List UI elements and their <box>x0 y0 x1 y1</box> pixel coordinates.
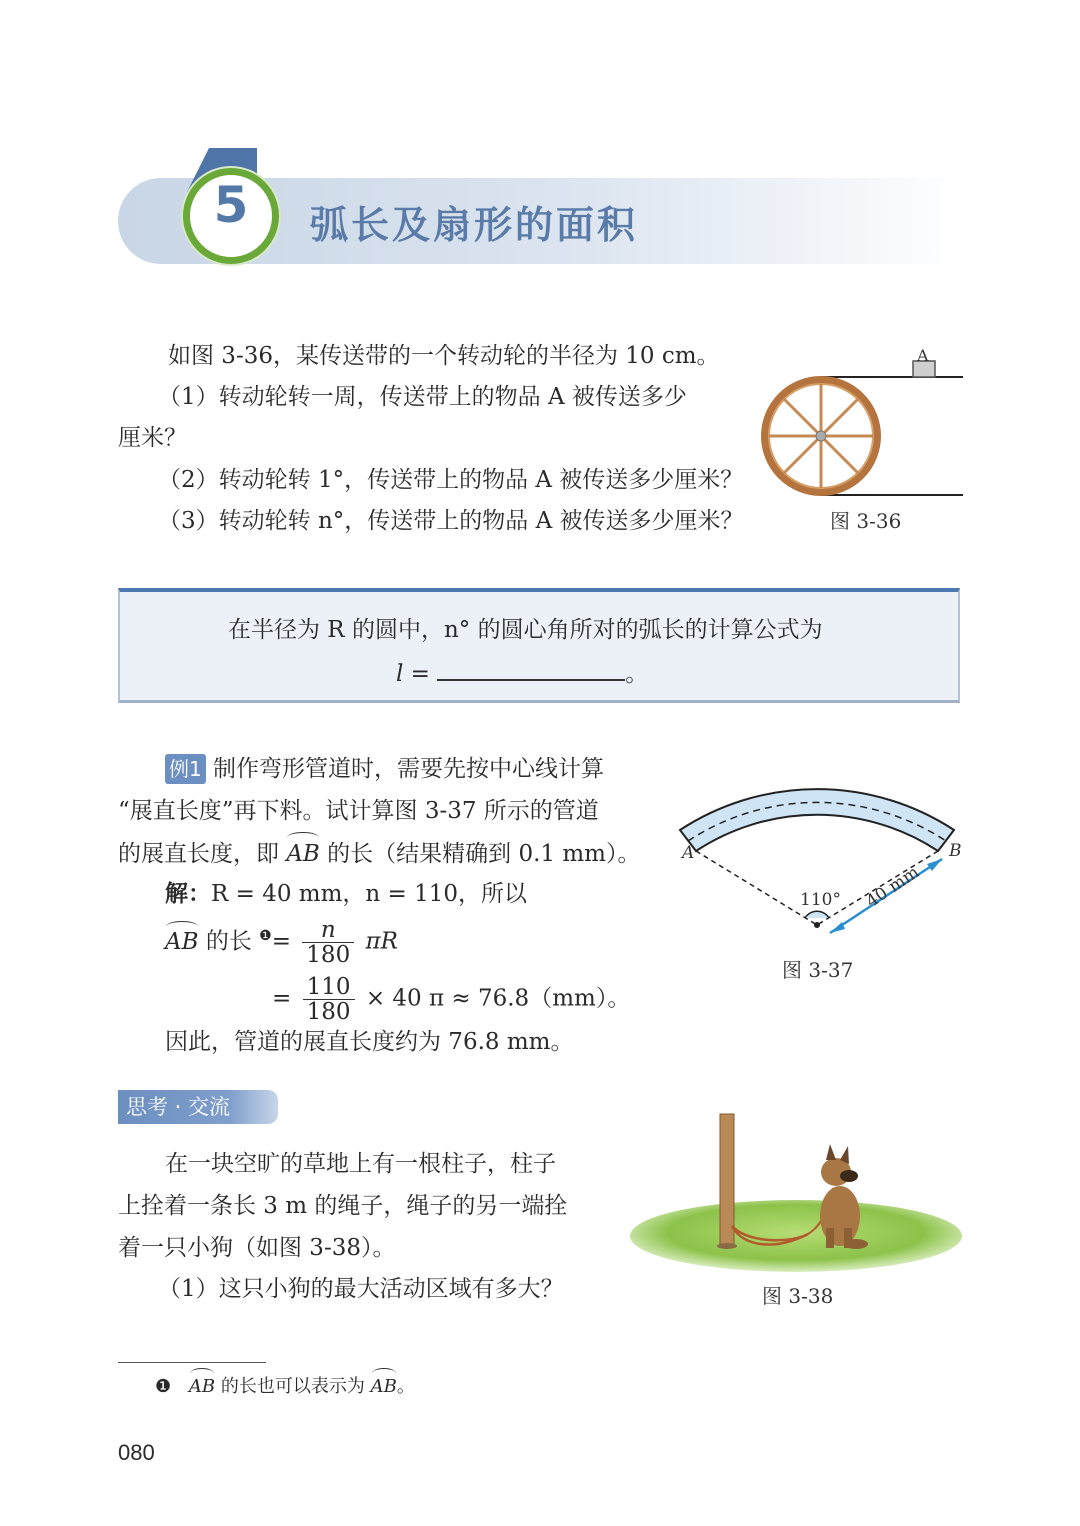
solution-label: 解： <box>165 880 211 907</box>
equation-1-eq: = <box>271 928 291 955</box>
fraction-110-over-180 <box>303 975 355 1024</box>
example-text-3a: 的展直长度，即 <box>118 841 279 867</box>
radius-line-a <box>696 851 817 925</box>
conclusion-line: 因此，管道的展直长度约为 76.8 mm。 <box>165 1029 574 1055</box>
footnote-mark: ❶ <box>155 1376 172 1397</box>
point-b-label: B <box>949 841 962 861</box>
think-line-1: 在一块空旷的草地上有一根柱子，柱子 <box>165 1151 556 1177</box>
example-text-1: 制作弯形管道时，需要先按中心线计算 <box>213 756 605 782</box>
equation-1 <box>165 918 398 967</box>
object-a-label: A <box>917 346 929 365</box>
formula-suffix: 。 <box>625 661 649 687</box>
footnote-end: 。 <box>396 1376 415 1397</box>
formula-blank-line <box>396 657 648 690</box>
example-line-3 <box>118 838 640 870</box>
formula-box-line: 在半径为 R 的圆中，n° 的圆心角所对的弧长的计算公式为 <box>228 617 823 643</box>
fraction-numerator: 110 <box>303 975 355 1000</box>
conveyor-wheel-figure <box>755 340 965 505</box>
question-1-continued: 厘米？ <box>118 425 187 451</box>
formula-prefix: l = <box>396 661 430 687</box>
question-1-line: （1）转动轮转一周，传送带上的物品 A 被传送多少 <box>158 384 687 410</box>
page-number: 080 <box>118 1440 155 1465</box>
arc-ab-symbol: AB <box>286 838 320 870</box>
equation-2-tail: × 40 π ≈ 76.8（mm）。 <box>365 985 631 1012</box>
equation-2 <box>272 975 630 1024</box>
figure-3-37-caption: 图 3-37 <box>782 958 854 982</box>
answer-blank[interactable] <box>437 657 625 681</box>
dog-post-figure <box>628 1108 964 1278</box>
solution-line <box>165 878 527 910</box>
point-a-label: A <box>682 843 695 863</box>
fraction-denominator: 180 <box>306 942 351 968</box>
footnote-marker: ❶ <box>259 927 272 944</box>
arc-ab-symbol: AB <box>189 1374 215 1400</box>
arc-ab-symbol-alt: AB <box>371 1374 397 1400</box>
think-line-2: 上拴着一条长 3 m 的绳子，绳子的另一端拴 <box>118 1193 568 1219</box>
fraction-numerator: n <box>302 918 354 943</box>
equation-1-tail: πR <box>365 928 398 955</box>
think-line-3: 着一只小狗（如图 3-38）。 <box>118 1235 396 1261</box>
fraction-n-over-180 <box>302 918 354 967</box>
example-line-1 <box>165 753 604 785</box>
section-number: 5 <box>213 176 249 234</box>
think-discuss-tag: 思考 · 交流 <box>118 1090 278 1124</box>
fraction-denominator: 180 <box>306 999 351 1025</box>
angle-label: 110° <box>800 890 841 910</box>
footnote-text: 的长也可以表示为 <box>220 1376 365 1397</box>
figure-3-38-caption: 图 3-38 <box>762 1284 834 1308</box>
example-text-3b: 的长（结果精确到 0.1 mm）。 <box>327 841 641 867</box>
solution-text: R = 40 mm，n = 110，所以 <box>211 881 528 907</box>
page-title: 弧长及扇形的面积 <box>310 202 639 247</box>
equation-2-eq: = <box>272 985 292 1012</box>
figure-3-36-caption: 图 3-36 <box>830 509 902 533</box>
footnote-divider <box>118 1362 266 1363</box>
question-2-line: （2）转动轮转 1°，传送带上的物品 A 被传送多少厘米？ <box>158 467 744 493</box>
center-point <box>814 922 820 928</box>
question-3-line: （3）转动轮转 n°，传送带上的物品 A 被传送多少厘米？ <box>158 508 744 534</box>
equation-1-label: 的长 <box>205 928 252 955</box>
intro-line: 如图 3-36，某传送带的一个转动轮的半径为 10 cm。 <box>168 343 720 369</box>
bent-pipe-figure <box>670 755 970 945</box>
radius-label: 40 mm <box>862 862 924 913</box>
example-line-2: “展直长度”再下料。试计算图 3-37 所示的管道 <box>118 798 599 824</box>
arc-ab-symbol: AB <box>165 928 199 955</box>
pipe-shape <box>680 789 954 851</box>
think-question-1: （1）这只小狗的最大活动区域有多大？ <box>158 1276 564 1302</box>
grass-patch <box>630 1200 962 1272</box>
footnote <box>155 1374 415 1400</box>
example-tag: 例1 <box>165 754 206 784</box>
